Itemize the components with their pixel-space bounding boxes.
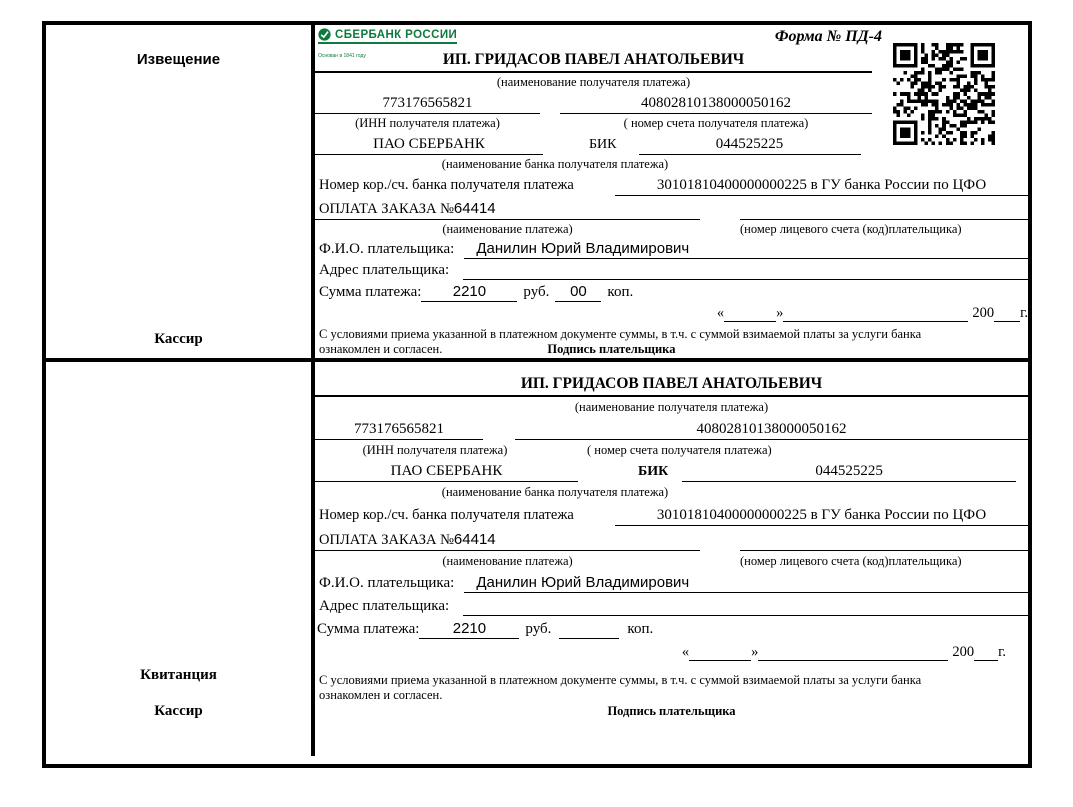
account-label: ( номер счета получателя платежа) [587,443,772,457]
sum-kop-value: 00 [555,283,601,302]
sum-kop-value [559,629,619,639]
payer-address-label: Адрес плательщика: [319,598,450,614]
sum-label: Сумма платежа: [319,284,422,300]
bik-value: 044525225 [639,136,861,155]
agreement-text-line1: С условиями приема указанной в платежном документе суммы, в т.ч. с суммой взимаемой платы за услуги банка [319,327,922,341]
date-day-field [724,321,776,322]
payment-name-value [315,531,700,551]
account-value: 40802810138000050162 [560,95,872,114]
notice-main [315,25,1028,358]
rub-label: руб. [525,621,552,637]
personal-account-value [740,210,1028,220]
personal-account-label: (номер лицевого счета (код)плательщика) [740,554,962,568]
account-value: 40802810138000050162 [515,421,1028,440]
cashier-label: Кассир [154,331,203,347]
corr-account-value: 30101810400000000225 в ГУ банка России по ЦФО [615,177,1028,196]
bank-tagline: Основан в 1841 году [318,53,366,59]
payer-name-label: Ф.И.О. плательщика: [319,575,455,591]
payer-address-value [463,270,1028,280]
date-year-prefix: 200 [952,644,975,660]
date-year-prefix: 200 [972,305,995,321]
corr-account-label: Номер кор./сч. банка получателя платежа [319,177,574,193]
date-year-field [994,321,1020,322]
payer-name-value: Данилин Юрий Владимирович [464,574,1028,593]
bank-name-wordmark: СБЕРБАНК РОССИИ [335,28,458,41]
rub-label: руб. [523,284,550,300]
inn-label: (ИНН получателя платежа) [362,443,508,457]
date-year-field [974,660,998,661]
order-number: 64414 [453,200,496,217]
inn-label: (ИНН получателя платежа) [355,116,500,130]
payer-address-value [463,606,1028,616]
bik-label: БИК [589,137,617,152]
date-day-field [689,660,751,661]
corr-account-value: 30101810400000000225 в ГУ банка России по ЦФО [615,507,1028,526]
bik-label: БИК [638,464,669,479]
receipt-main [315,362,1028,756]
bank-name-value: ПАО СБЕРБАНК [315,136,543,155]
qr-code [893,43,995,145]
form-number: Форма № ПД-4 [774,28,882,45]
date-quote-open: « [716,305,725,321]
payer-address-label: Адрес плательщика: [319,262,450,278]
agreement-text-line1: С условиями приема указанной в платежном документе суммы, в т.ч. с суммой взимаемой платы за услуги банка [319,673,922,687]
bank-name-value: ПАО СБЕРБАНК [315,463,578,482]
bank-name-label: (наименование банка получателя платежа) [441,157,669,171]
sum-rub-value: 2210 [421,283,517,302]
bank-name-label: (наименование банка получателя платежа) [441,485,669,499]
date-quote-close: » [776,305,784,321]
payment-prefix: ОПЛАТА ЗАКАЗА № [319,532,454,548]
date-year-suffix: г. [998,644,1006,660]
receipt-section [46,362,1028,756]
personal-account-value [740,541,1028,551]
corr-account-label: Номер кор./сч. банка получателя платежа [319,507,574,523]
receipt-stub [46,362,315,756]
sum-rub-value: 2210 [419,620,519,639]
payment-name-label: (наименование платежа) [442,222,573,236]
date-month-field [783,321,968,322]
stub-title: Квитанция [140,667,217,683]
payer-name-label: Ф.И.О. плательщика: [319,241,455,257]
payment-name-label: (наименование платежа) [442,554,573,568]
payment-prefix: ОПЛАТА ЗАКАЗА № [319,201,454,217]
sberbank-logo-icon [318,28,331,41]
date-quote-close: » [751,644,759,660]
payer-signature-label: Подпись плательщика [547,342,676,356]
recipient-name-heading: ИП. ГРИДАСОВ ПАВЕЛ АНАТОЛЬЕВИЧ [315,51,872,73]
inn-value: 773176565821 [315,421,483,440]
notice-stub [46,25,315,358]
agreement-text-line2: ознакомлен и согласен. [319,342,443,356]
date-month-field [758,660,948,661]
payer-name-value: Данилин Юрий Владимирович [464,240,1028,259]
recipient-name-heading: ИП. ГРИДАСОВ ПАВЕЛ АНАТОЛЬЕВИЧ [315,375,1028,397]
sum-label: Сумма платежа: [317,621,420,637]
agreement-text-line2: ознакомлен и согласен. [319,688,443,702]
personal-account-label: (номер лицевого счета (код)плательщика) [740,222,962,236]
account-label: ( номер счета получателя платежа) [623,116,809,130]
stub-title: Извещение [136,51,221,68]
notice-section [46,25,1028,362]
recipient-name-label: (наименование получателя платежа) [574,400,769,414]
bik-value: 044525225 [682,463,1016,482]
date-quote-open: « [681,644,690,660]
inn-value: 773176565821 [315,95,540,114]
bank-logo [318,28,457,62]
payer-signature-label: Подпись плательщика [607,704,736,718]
order-number: 64414 [453,531,496,548]
kop-label: коп. [627,621,654,637]
cashier-label: Кассир [154,703,203,719]
recipient-name-label: (наименование получателя платежа) [496,75,691,89]
date-year-suffix: г. [1020,305,1028,321]
payment-name-value [315,200,700,220]
pd4-payment-form [42,21,1032,768]
kop-label: коп. [607,284,634,300]
